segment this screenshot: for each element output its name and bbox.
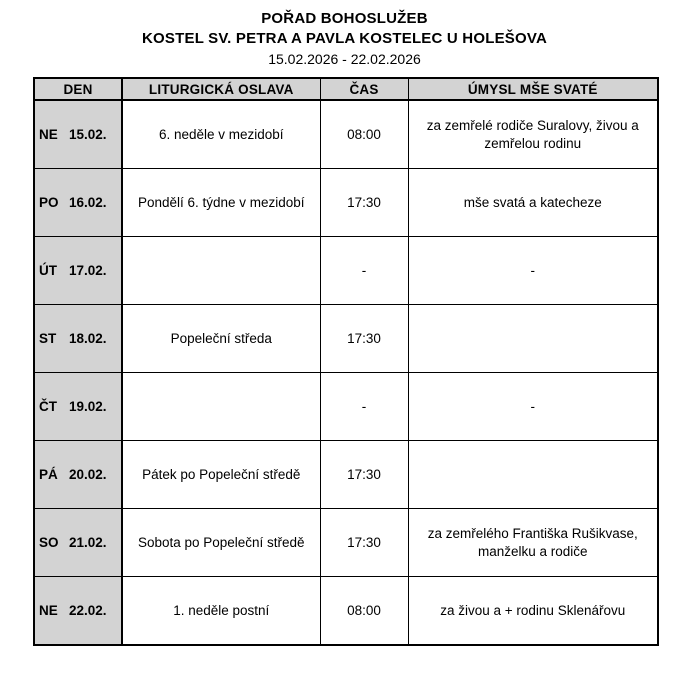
day-cell [34,577,122,646]
celebration-cell [122,237,320,305]
table-row [34,577,658,646]
intention-cell: za zemřelého Františka Rušikvase, manželku a rodiče [408,509,658,577]
time-cell: 08:00 [320,577,408,646]
intention-cell: za zemřelé rodiče Suralovy, živou a zemřelou rodinu [408,100,658,169]
date-range: 15.02.2026 - 22.02.2026 [268,51,421,67]
table-row [34,100,658,169]
celebration-cell: Sobota po Popeleční středě [122,509,320,577]
day-cell [34,305,122,373]
celebration-cell: Pátek po Popeleční středě [122,441,320,509]
day-abbrev: SO [39,534,59,550]
day-cell [34,169,122,237]
day-date: 15.02. [69,126,107,142]
day-abbrev: NE [39,126,58,142]
day-abbrev: ST [39,330,57,346]
title-block [0,0,689,69]
day-abbrev: PO [39,194,59,210]
celebration-cell [122,373,320,441]
intention-cell: mše svatá a katecheze [408,169,658,237]
table-header-row [34,78,658,100]
time-cell: 17:30 [320,169,408,237]
celebration-cell: Pondělí 6. týdne v mezidobí [122,169,320,237]
day-date: 20.02. [69,466,107,482]
celebration-cell: 6. neděle v mezidobí [122,100,320,169]
table-row [34,373,658,441]
header-time: ČAS [320,78,408,100]
intention-cell: - [408,373,658,441]
time-cell: 17:30 [320,441,408,509]
document-title: POŘAD BOHOSLUŽEB [261,10,428,27]
table-row [34,441,658,509]
time-cell: 08:00 [320,100,408,169]
church-name: KOSTEL SV. PETRA A PAVLA KOSTELEC U HOLEŠOVA [142,30,547,47]
day-cell [34,441,122,509]
time-cell: 17:30 [320,509,408,577]
day-date: 17.02. [69,262,107,278]
day-date: 16.02. [69,194,107,210]
day-cell [34,509,122,577]
table-row [34,305,658,373]
service-schedule-table [33,77,659,646]
time-cell: - [320,373,408,441]
day-date: 22.02. [69,602,107,618]
celebration-cell: 1. neděle postní [122,577,320,646]
day-cell [34,100,122,169]
table-row [34,169,658,237]
table-row [34,509,658,577]
celebration-cell: Popeleční středa [122,305,320,373]
day-date: 18.02. [69,330,107,346]
header-intention: ÚMYSL MŠE SVATÉ [408,78,658,100]
day-abbrev: PÁ [39,466,58,482]
intention-cell: - [408,237,658,305]
day-abbrev: NE [39,602,58,618]
day-cell [34,237,122,305]
time-cell: - [320,237,408,305]
day-date: 21.02. [69,534,107,550]
schedule-body [34,100,658,645]
intention-cell [408,305,658,373]
day-cell [34,373,122,441]
intention-cell [408,441,658,509]
table-row [34,237,658,305]
day-abbrev: ČT [39,398,57,414]
header-day: DEN [34,78,122,100]
header-celebration: LITURGICKÁ OSLAVA [122,78,320,100]
day-date: 19.02. [69,398,107,414]
time-cell: 17:30 [320,305,408,373]
intention-cell: za živou a + rodinu Sklenářovu [408,577,658,646]
day-abbrev: ÚT [39,262,57,278]
